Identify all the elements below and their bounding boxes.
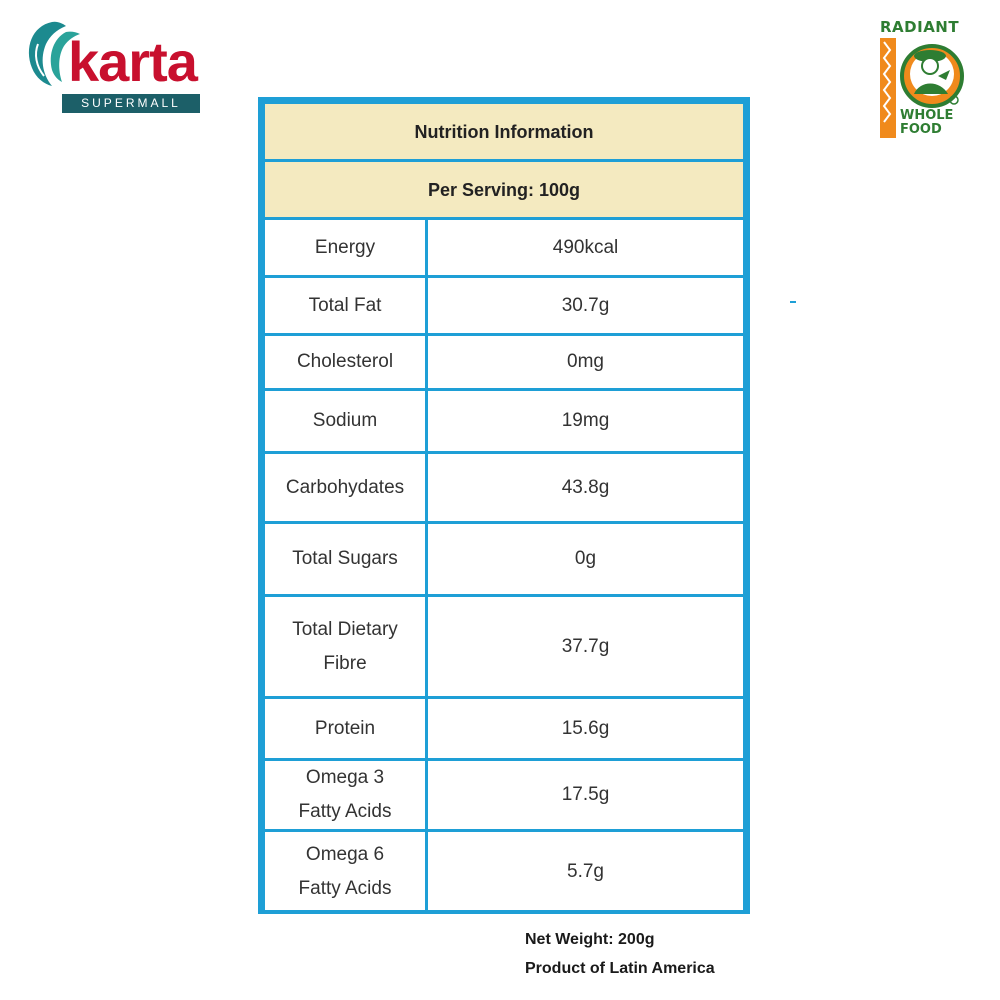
table-title: Nutrition Information	[264, 103, 745, 161]
nutrient-name-line: Sodium	[312, 410, 378, 431]
karta-wordmark: karta	[68, 30, 197, 93]
nutrient-name-line: Carbohydates	[285, 476, 405, 498]
nutrient-name-line: Fatty Acids	[298, 801, 392, 822]
nutrient-name-line: Omega 6	[305, 843, 385, 865]
nutrient-name-line: Total Fat	[308, 294, 382, 316]
nutrient-value: 43.8g	[427, 453, 745, 523]
table-serving-row	[264, 161, 745, 219]
nutrient-value: 19mg	[427, 390, 745, 453]
table-row	[264, 277, 745, 335]
nutrient-name-line: Total Dietary	[292, 618, 398, 640]
nutrient-value: 15.6g	[427, 698, 745, 760]
nutrient-name	[264, 335, 427, 390]
nutrient-name	[264, 698, 427, 760]
karta-tagline: SUPERMALL	[62, 94, 200, 113]
radiant-top-text: RADIANT	[880, 18, 960, 36]
nutrient-name-line: Omega 3	[305, 767, 385, 788]
nutrient-name-line: Cholesterol	[296, 351, 394, 372]
nutrient-value: 30.7g	[427, 277, 745, 335]
karta-logo	[22, 14, 204, 118]
net-weight: Net Weight: 200g	[525, 931, 655, 948]
nutrient-name	[264, 760, 427, 831]
nutrient-name	[264, 219, 427, 277]
table-row	[264, 219, 745, 277]
nutrient-name	[264, 453, 427, 523]
nutrient-name	[264, 523, 427, 596]
radiant-bottom-text-2: FOOD	[900, 122, 942, 137]
table-row	[264, 760, 745, 831]
serving-size: Per Serving: 100g	[264, 161, 745, 219]
nutrient-value: 17.5g	[427, 760, 745, 831]
nutrient-name-line: Fibre	[323, 652, 367, 674]
nutrient-name-line: Fatty Acids	[298, 877, 392, 899]
decorative-dash	[790, 301, 796, 303]
nutrient-name	[264, 390, 427, 453]
table-title-row	[264, 103, 745, 161]
nutrient-name	[264, 831, 427, 913]
nutrient-name-line: Protein	[314, 717, 376, 739]
nutrient-value: 0mg	[427, 335, 745, 390]
nutrient-value: 37.7g	[427, 596, 745, 698]
table-row	[264, 453, 745, 523]
table-row	[264, 523, 745, 596]
nutrient-name-line: Total Sugars	[292, 548, 398, 569]
table-row	[264, 390, 745, 453]
nutrient-name-line: Energy	[314, 236, 376, 258]
table-row	[264, 596, 745, 698]
nutrient-name	[264, 596, 427, 698]
radiant-whole-food-logo	[878, 16, 970, 144]
nutrient-name	[264, 277, 427, 335]
table-row	[264, 698, 745, 760]
product-origin: Product of Latin America	[525, 960, 715, 977]
table-row	[264, 831, 745, 913]
nutrient-value: 5.7g	[427, 831, 745, 913]
nutrition-table	[258, 97, 750, 914]
nutrient-value: 490kcal	[427, 219, 745, 277]
nutrient-value: 0g	[427, 523, 745, 596]
table-row	[264, 335, 745, 390]
radiant-bottom-text-1: WHOLE	[900, 108, 954, 123]
